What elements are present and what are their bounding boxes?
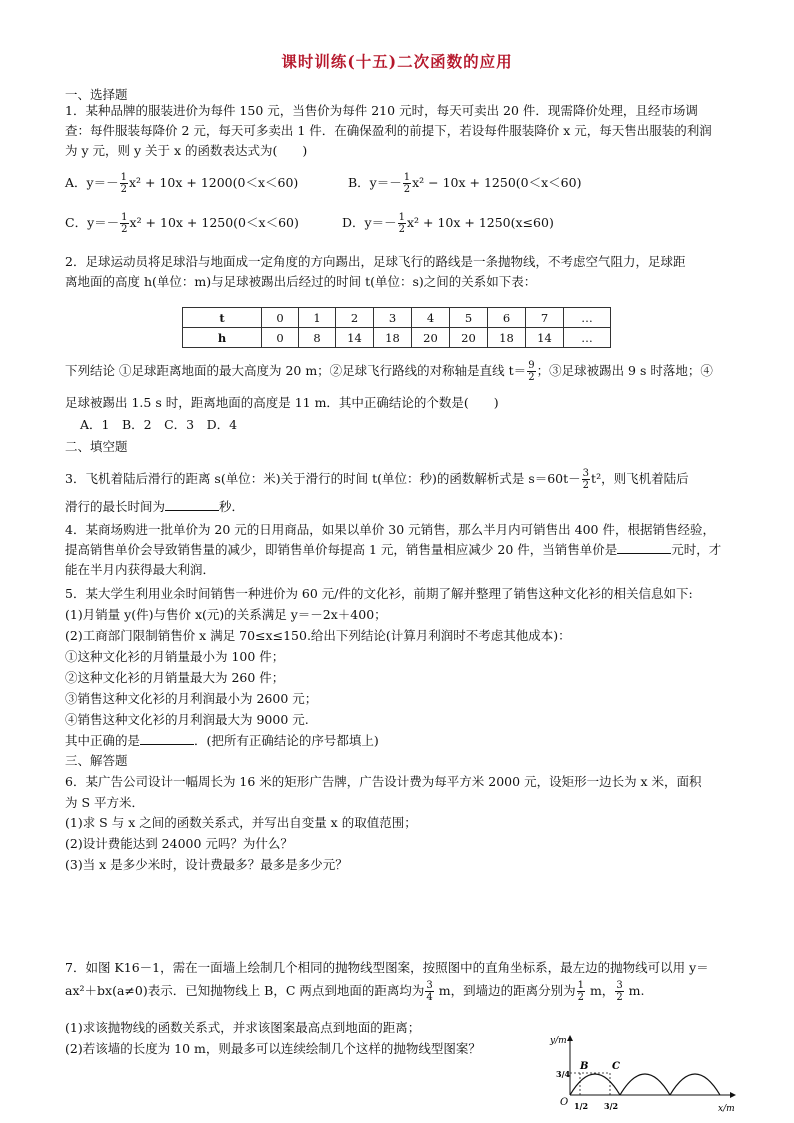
table-cell: 18 <box>488 328 526 348</box>
table-cell: … <box>564 328 611 348</box>
fraction: $\frac{1}{2}$ <box>120 172 127 195</box>
origin-label: O <box>560 1097 569 1108</box>
x-axis-label: x/m <box>718 1104 735 1114</box>
parabola-1 <box>570 1074 620 1095</box>
x-tick-label-1: 1/2 <box>574 1101 589 1111</box>
table-cell: 14 <box>336 328 374 348</box>
q5-line1: 5．某大学生利用业余时间销售一种进价为 60 元/件的文化衫，前期了解并整理了销售这种文化衫的相关信息如下: <box>65 586 693 601</box>
table-row <box>183 308 611 328</box>
q4-line2: 提高销售单价会导致销售量的减少，即销售单价每提高 1 元，销售量相应减少 20 件，当销售单价是 元时，才 <box>65 542 722 557</box>
q4-line3: 能在半月内获得最大利润． <box>65 562 216 577</box>
q7-part2: (2)若该墙的长度为 10 m，则最多可以连续绘制几个这样的抛物线型图案？ <box>65 1041 481 1056</box>
q1-line1: 1．某种品牌的服装进价为每件 150 元，当售价为每件 210 元时，每天可卖出 20 件．现需降价处理，且经市场调 <box>65 103 698 118</box>
q5-line3: (2)工商部门限制销售价 x 满足 70≤x≤150.给出下列结论(计算月利润时不考虑其他成本)： <box>65 628 571 643</box>
fraction: $\frac{1}{2}$ <box>121 212 128 235</box>
section-heading-choice: 一、选择题 <box>65 87 128 102</box>
table-cell: … <box>564 308 611 328</box>
parabola-2 <box>620 1074 670 1095</box>
q5-conclusion-1: ①这种文化衫的月销量最小为 100 件； <box>65 649 285 664</box>
q6-part2: (2)设计费能达到 24000 元吗？为什么？ <box>65 836 293 851</box>
table-cell: 7 <box>526 308 564 328</box>
q6-part3: (3)当 x 是多少米时，设计费最多？最多是多少元？ <box>65 857 348 872</box>
q4-line1: 4．某商场购进一批单价为 20 元的日用商品，如果以单价 30 元销售，那么半月内可销售出 400 件，根据销售经验， <box>65 522 715 537</box>
q1-option-a: A．y＝－ $\frac{1}{2}$ x² + 10x + 1200(0＜x＜60) <box>65 172 299 195</box>
fraction: $\frac{1}{2}$ <box>398 212 405 235</box>
table-cell: 0 <box>262 308 299 328</box>
section-heading-solve: 三、解答题 <box>65 753 128 768</box>
table-cell: 2 <box>336 308 374 328</box>
q3-line2: 滑行的最长时间为 秒． <box>65 499 245 514</box>
q2-line2: 离地面的高度 h(单位：m)与足球被踢出后经过的时间 t(单位：s)之间的关系如下表： <box>65 274 537 289</box>
table-header-t: t <box>183 308 262 328</box>
table-cell: 0 <box>262 328 299 348</box>
q1-line2: 查：每件服装每降价 2 元，每天可多卖出 1 件．在确保盈利的前提下，若设每件服装降价 x 元，每天售出服装的利润 <box>65 123 712 138</box>
point-b-label: B <box>580 1061 589 1072</box>
table-cell: 1 <box>299 308 336 328</box>
fraction: $\frac{3}{2}$ <box>616 980 623 1003</box>
fraction: $\frac{9}{2}$ <box>528 360 535 383</box>
q1-option-b: B．y＝－ $\frac{1}{2}$ x² − 10x + 1250(0＜x＜60) <box>348 172 582 195</box>
x-axis-arrow <box>730 1092 736 1098</box>
q5-line8: 其中正确的是 ．(把所有正确结论的序号都填上) <box>65 733 379 748</box>
table-row <box>183 328 611 348</box>
page-title: 课时训练(十五)二次函数的应用 <box>281 52 513 71</box>
q2-table <box>182 307 611 348</box>
fraction: $\frac{3}{2}$ <box>582 468 590 491</box>
q1-line3: 为 y 元，则 y 关于 x 的函数表达式为( ) <box>65 143 308 158</box>
q7-line1: 7．如图 K16－1，需在一面墙上绘制几个相同的抛物线型图案，按照图中的直角坐标系，最左边的抛物线可以用 y＝ <box>65 960 709 975</box>
q2-line1: 2．足球运动员将足球沿与地面成一定角度的方向踢出，足球飞行的路线是一条抛物线，不考虑空气阻力，足球距 <box>65 254 686 269</box>
fraction: $\frac{3}{4}$ <box>426 980 433 1003</box>
fraction: $\frac{1}{2}$ <box>403 172 411 195</box>
q5-conclusion-2: ②这种文化衫的月销量最大为 260 件； <box>65 670 285 685</box>
q5-conclusion-4: ④销售这种文化衫的月利润最大为 9000 元. <box>65 712 309 727</box>
table-cell: 6 <box>488 308 526 328</box>
q1-option-d: D．y＝－ $\frac{1}{2}$ x² + 10x + 1250(x≤60) <box>342 212 554 235</box>
q2-line4: 足球被踢出 1.5 s 时，距离地面的高度是 11 m．其中正确结论的个数是( ) <box>65 395 499 410</box>
answer-blank <box>617 541 671 554</box>
y-axis-label: y/m <box>550 1036 567 1046</box>
q5-line2: (1)月销量 y(件)与售价 x(元)的关系满足 y＝－2x＋400； <box>65 607 387 622</box>
table-header-h: h <box>183 328 262 348</box>
answer-blank <box>140 732 194 745</box>
x-tick-label-2: 3/2 <box>604 1101 619 1111</box>
q3-line1: 3．飞机着陆后滑行的距离 s(单位：米)关于滑行的时间 t(单位：秒)的函数解析式是 s＝60t－ $\frac{3}{2}$ t²，则飞机着陆后 <box>65 468 689 491</box>
q7-line2: ax²＋bx(a≠0)表示．已知抛物线上 B，C 两点到地面的距离均为 $\frac{3}{4}$ m，到墙边的距离分别为 $\frac{1}{2}$ m， $\frac{3}{2}$ m. <box>65 980 645 1003</box>
table-cell: 14 <box>526 328 564 348</box>
table-cell: 4 <box>412 308 450 328</box>
q6-line1: 6．某广告公司设计一幅周长为 16 米的矩形广告牌，广告设计费为每平方米 2000 元，设矩形一边长为 x 米，面积 <box>65 774 702 789</box>
table-cell: 20 <box>412 328 450 348</box>
q6-line2: 为 S 平方米． <box>65 795 145 810</box>
table-cell: 20 <box>450 328 488 348</box>
table-cell: 18 <box>374 328 412 348</box>
table-cell: 8 <box>299 328 336 348</box>
fraction: $\frac{1}{2}$ <box>577 980 584 1003</box>
y-axis-arrow <box>567 1035 573 1041</box>
q2-line3: 下列结论 ①足球距离地面的最大高度为 20 m；②足球飞行路线的对称轴是直线 t＝ $\frac{9}{2}$ ；③足球被踢出 9 s 时落地；④ <box>65 360 713 383</box>
table-cell: 3 <box>374 308 412 328</box>
q7-part1: (1)求该抛物线的函数关系式，并求该图案最高点到地面的距离； <box>65 1020 421 1035</box>
point-c-label: C <box>612 1061 620 1072</box>
y-tick-label: 3/4 <box>556 1069 571 1079</box>
q6-part1: (1)求 S 与 x 之间的函数关系式，并写出自变量 x 的取值范围； <box>65 815 417 830</box>
section-heading-fill: 二、填空题 <box>65 439 128 454</box>
parabola-3 <box>670 1074 720 1095</box>
table-cell: 5 <box>450 308 488 328</box>
q1-option-c: C．y＝－ $\frac{1}{2}$ x² + 10x + 1250(0＜x＜60) <box>65 212 299 235</box>
answer-blank <box>165 498 219 511</box>
parabola-figure <box>548 1033 738 1119</box>
q2-options: A．1 B．2 C．3 D．4 <box>80 417 238 432</box>
q5-conclusion-3: ③销售这种文化衫的月利润最小为 2600 元； <box>65 691 318 706</box>
